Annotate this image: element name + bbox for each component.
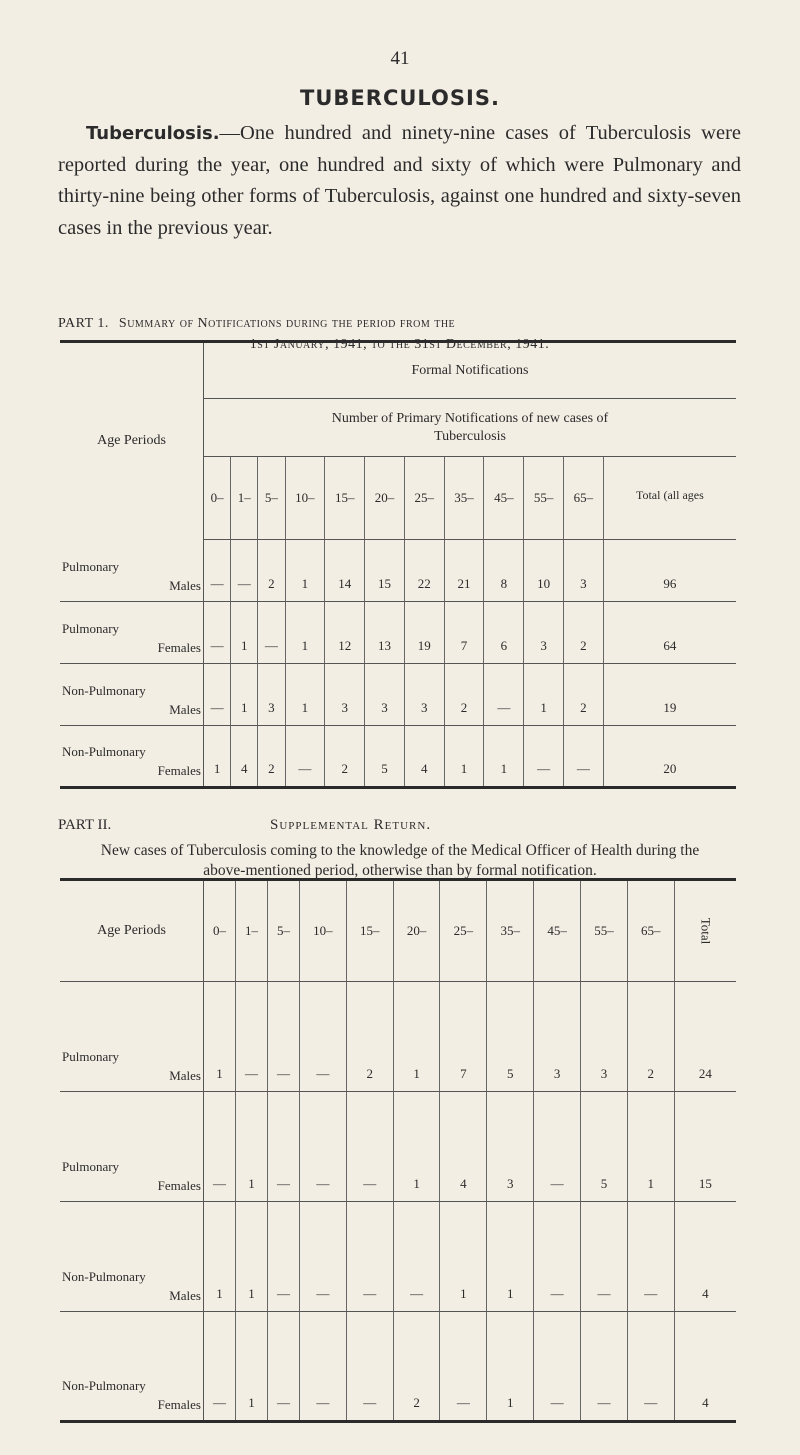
table-cell: 13 xyxy=(365,602,405,664)
table-cell: — xyxy=(231,540,258,602)
table-cell: — xyxy=(204,540,231,602)
table-cell: 8 xyxy=(484,540,524,602)
intro-paragraph xyxy=(58,118,741,244)
column-header: 25– xyxy=(404,457,444,540)
table-cell: 2 xyxy=(346,982,393,1092)
row-label-sex: Males xyxy=(169,578,201,593)
row-label-sex: Males xyxy=(169,1068,201,1083)
table-cell: 1 xyxy=(204,982,236,1092)
table-cell: — xyxy=(534,1092,581,1202)
table-cell: — xyxy=(581,1202,628,1312)
table-cell: 64 xyxy=(603,602,736,664)
row-label xyxy=(60,982,204,1092)
table-cell: 5 xyxy=(581,1092,628,1202)
table-cell: 1 xyxy=(484,726,524,788)
table-row xyxy=(60,664,736,726)
table-cell: — xyxy=(627,1312,674,1422)
table-cell: — xyxy=(524,726,564,788)
column-header: 5– xyxy=(267,880,299,982)
table-cell: — xyxy=(534,1202,581,1312)
column-header: 35– xyxy=(444,457,484,540)
table-cell: — xyxy=(204,664,231,726)
table-cell: 4 xyxy=(674,1202,736,1312)
part1-title-line1: Summary of Notifications during the period from the xyxy=(118,316,456,331)
table-cell: 5 xyxy=(365,726,405,788)
table-cell: 1 xyxy=(213,761,221,776)
column-header: 55– xyxy=(524,457,564,540)
table-cell: — xyxy=(212,1395,226,1410)
table-cell: 3 xyxy=(487,1092,534,1202)
table-cell: — xyxy=(204,1092,236,1202)
table-cell: 1 xyxy=(231,602,258,664)
table-cell: — xyxy=(393,1202,440,1312)
table-row xyxy=(60,1092,736,1202)
table-cell: 1 xyxy=(487,1202,534,1312)
row-label-category: Non-Pulmonary xyxy=(62,683,146,698)
table-cell: 20 xyxy=(603,726,736,788)
table-row xyxy=(60,540,736,602)
column-header: 35– xyxy=(487,880,534,982)
row-label xyxy=(60,540,204,602)
row-label-category: Pulmonary xyxy=(62,559,120,574)
row-label-category: Pulmonary xyxy=(62,1049,120,1064)
table-cell: 3 xyxy=(404,664,444,726)
table-cell: — xyxy=(267,1092,299,1202)
column-header: 20– xyxy=(393,880,440,982)
table-cell: 15 xyxy=(674,1092,736,1202)
table-cell: — xyxy=(267,982,299,1092)
table-cell: 4 xyxy=(404,726,444,788)
row-label-category: Non-Pulmonary xyxy=(62,744,146,759)
part2-description: New cases of Tuberculosis coming to the knowledge of the Medical Officer of Health during the above-mentioned period, otherwise than by formal notification. xyxy=(100,842,700,879)
page-number: 41 xyxy=(390,48,410,69)
table-cell: — xyxy=(299,982,346,1092)
table-cell: 12 xyxy=(325,602,365,664)
row-label-category: Non-Pulmonary xyxy=(62,1378,146,1393)
row-label-sex: Males xyxy=(169,702,201,717)
row-label-sex: Females xyxy=(157,1397,201,1412)
age-periods-header: Age Periods xyxy=(60,342,204,540)
row-label-category: Pulmonary xyxy=(62,1159,120,1174)
table-cell: 2 xyxy=(258,726,285,788)
table-cell: 3 xyxy=(365,664,405,726)
row-label xyxy=(60,664,204,726)
table-cell: — xyxy=(581,1312,628,1422)
page-heading: TUBERCULOSIS. xyxy=(300,86,500,110)
table-cell: — xyxy=(299,1092,346,1202)
table-cell: 3 xyxy=(325,664,365,726)
table-cell: — xyxy=(563,726,603,788)
table-cell: 19 xyxy=(603,664,736,726)
table-cell: 24 xyxy=(674,982,736,1092)
column-header: 1– xyxy=(231,457,258,540)
table-cell: 96 xyxy=(603,540,736,602)
column-header-row xyxy=(60,880,736,982)
table-cell: 1 xyxy=(231,664,258,726)
row-label-category: Pulmonary xyxy=(62,621,120,636)
notifications-table xyxy=(60,340,736,789)
row-label-sex: Females xyxy=(157,640,201,655)
table-cell: — xyxy=(267,1312,299,1422)
row-label xyxy=(60,726,204,788)
table-cell: 1 xyxy=(285,540,325,602)
part1-title-line2: 1st January, 1941, to the 31st December, 1941. xyxy=(249,337,550,352)
table-cell: 6 xyxy=(484,602,524,664)
table-cell: 1 xyxy=(393,1092,440,1202)
total-column-header: Total (all ages xyxy=(603,457,736,540)
table-cell: 22 xyxy=(404,540,444,602)
table-row xyxy=(60,602,736,664)
table-cell: 3 xyxy=(524,602,564,664)
table-cell: 3 xyxy=(581,982,628,1092)
table-cell: — xyxy=(299,1312,346,1422)
table-cell: 1 xyxy=(235,1202,267,1312)
column-header: 25– xyxy=(440,880,487,982)
primary-notifications-header: Number of Primary Notifications of new cases of Tuberculosis xyxy=(204,399,737,457)
table-cell: 19 xyxy=(404,602,444,664)
table-cell: — xyxy=(267,1202,299,1312)
intro-lead: Tuberculosis. xyxy=(86,123,220,144)
column-header: 15– xyxy=(346,880,393,982)
column-header: 20– xyxy=(365,457,405,540)
table-row xyxy=(60,982,736,1092)
row-label-sex: Females xyxy=(157,1178,201,1193)
table-cell: 2 xyxy=(563,602,603,664)
table-cell: — xyxy=(440,1312,487,1422)
total-column-header xyxy=(674,880,736,982)
intro-text: —One hundred and ninety-nine cases of Tuberculosis were reported during the year, one hundred and sixty of which were Pulmonary and thirty-nine being other forms of Tuberculosis, against one hundred and sixty-seven cases in the previous year. xyxy=(58,122,741,239)
table-cell: 1 xyxy=(204,1202,236,1312)
table-cell: — xyxy=(285,726,325,788)
column-header: 5– xyxy=(258,457,285,540)
table-cell: 1 xyxy=(444,726,484,788)
table-cell: — xyxy=(346,1312,393,1422)
supplemental-return-table xyxy=(60,878,736,1423)
row-label-category: Non-Pulmonary xyxy=(62,1269,146,1284)
column-header: 45– xyxy=(484,457,524,540)
table-cell: 4 xyxy=(231,726,258,788)
table-cell: 2 xyxy=(627,982,674,1092)
part1-label: PART 1. xyxy=(58,316,109,331)
table-cell: 7 xyxy=(440,982,487,1092)
table-cell: — xyxy=(299,1202,346,1312)
column-header: 65– xyxy=(563,457,603,540)
table-cell: 3 xyxy=(258,664,285,726)
row-label xyxy=(60,1202,204,1312)
column-header: 55– xyxy=(581,880,628,982)
age-periods-header: Age Periods xyxy=(60,880,204,982)
table-cell: — xyxy=(534,1312,581,1422)
row-label-sex: Females xyxy=(157,763,201,778)
table-cell: 3 xyxy=(563,540,603,602)
row-label xyxy=(60,1092,204,1202)
table-cell: 1 xyxy=(393,982,440,1092)
table-cell: 10 xyxy=(524,540,564,602)
column-header: 0– xyxy=(204,880,236,982)
table-cell: 1 xyxy=(487,1312,534,1422)
table-cell: — xyxy=(346,1092,393,1202)
total-column-label: Total xyxy=(698,917,714,945)
table-cell: 4 xyxy=(440,1092,487,1202)
table-cell: 1 xyxy=(627,1092,674,1202)
table-cell: 21 xyxy=(444,540,484,602)
column-header: 65– xyxy=(627,880,674,982)
table-row xyxy=(60,1202,736,1312)
table-cell: — xyxy=(484,664,524,726)
table-cell: 2 xyxy=(325,726,365,788)
table-row xyxy=(60,726,736,788)
row-label xyxy=(60,602,204,664)
table-cell: 4 xyxy=(674,1312,736,1422)
table-cell: 1 xyxy=(440,1202,487,1312)
column-header: 0– xyxy=(204,457,231,540)
formal-notifications-header: Formal Notifications xyxy=(411,362,529,378)
table-cell: 2 xyxy=(563,664,603,726)
table-cell: — xyxy=(346,1202,393,1312)
table-cell: 14 xyxy=(325,540,365,602)
table-cell: 3 xyxy=(534,982,581,1092)
table-cell: 2 xyxy=(393,1312,440,1422)
table-cell: 7 xyxy=(444,602,484,664)
table-cell: — xyxy=(258,602,285,664)
table-cell: 5 xyxy=(487,982,534,1092)
table-cell: 1 xyxy=(235,1312,267,1422)
part2-label: PART II. xyxy=(58,817,112,833)
column-header: 10– xyxy=(299,880,346,982)
table-cell: 15 xyxy=(365,540,405,602)
part2-title: Supplemental Return. xyxy=(270,817,432,833)
column-header: 1– xyxy=(235,880,267,982)
table-cell: 1 xyxy=(285,664,325,726)
table-cell: 2 xyxy=(444,664,484,726)
table-cell: 1 xyxy=(285,602,325,664)
table-row xyxy=(60,1312,736,1422)
column-header: 10– xyxy=(285,457,325,540)
table-cell: 2 xyxy=(258,540,285,602)
row-label-sex: Males xyxy=(169,1288,201,1303)
column-header: 15– xyxy=(325,457,365,540)
table-cell: 1 xyxy=(524,664,564,726)
table-cell: 1 xyxy=(235,1092,267,1202)
table-cell: — xyxy=(627,1202,674,1312)
table-cell: — xyxy=(235,982,267,1092)
table-cell: — xyxy=(204,602,231,664)
row-label xyxy=(60,1312,204,1422)
column-header: 45– xyxy=(534,880,581,982)
